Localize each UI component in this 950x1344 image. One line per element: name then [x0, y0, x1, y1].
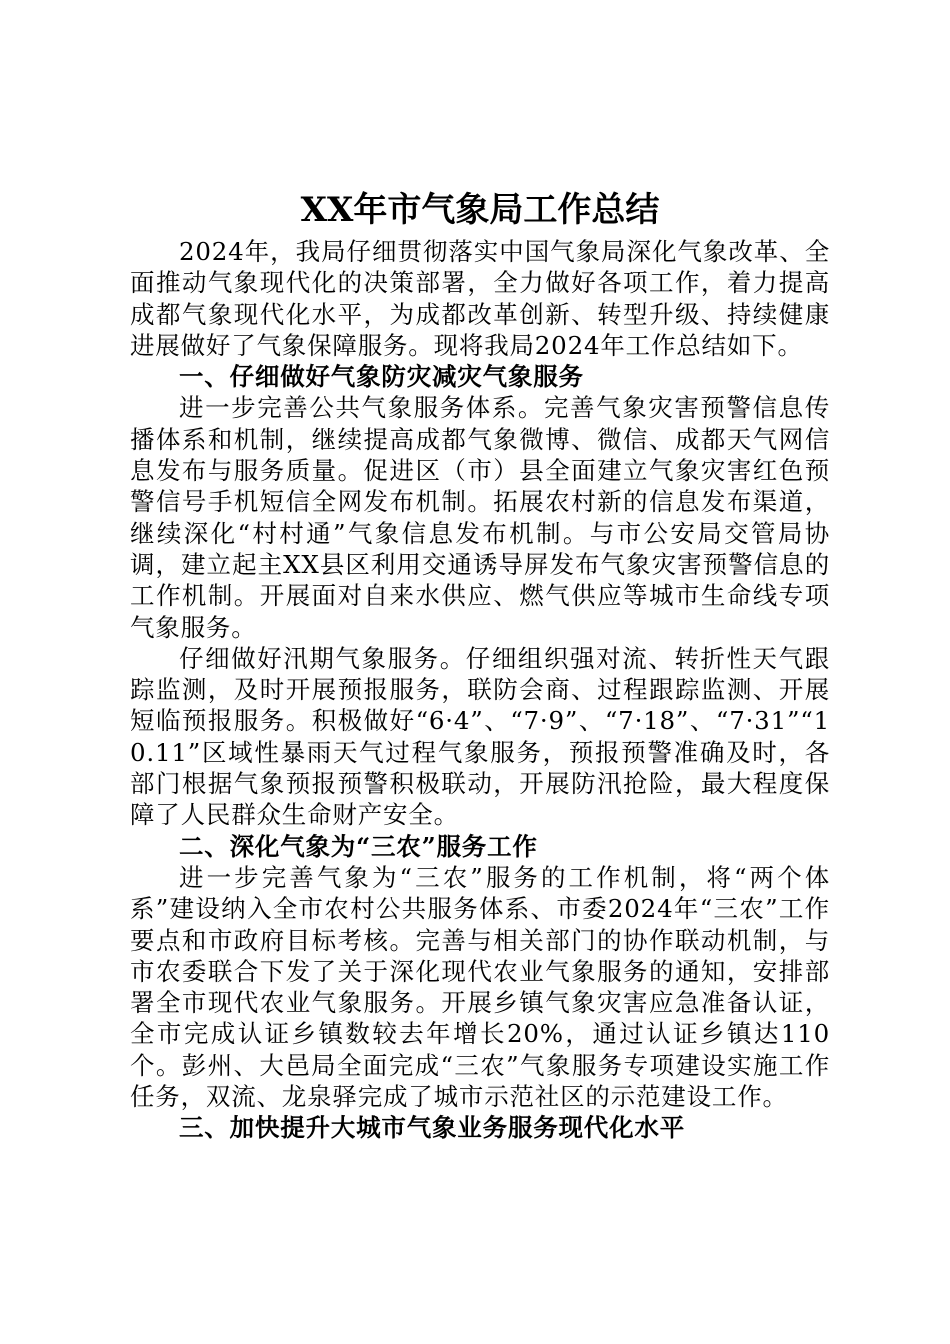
section-2-paragraph-1: 进一步完善气象为“三农”服务的工作机制，将“两个体系”建设纳入全市农村公共服务体系、市委2024年“三农”工作要点和市政府目标考核。完善与相关部门的协作联动机制，与市农委联合下发了关于深化现代农业气象服务的通知，安排部署全市现代农业气象服务。开展乡镇气象灾害应急准备认证，全市完成认证乡镇数较去年增长20%，通过认证乡镇达110个。彭州、大邑局全面完成“三农”气象服务专项建设实施工作任务，双流、龙泉驿完成了城市示范社区的示范建设工作。 — [130, 862, 830, 1112]
section-1-paragraph-2: 仔细做好汛期气象服务。仔细组织强对流、转折性天气跟踪监测，及时开展预报服务，联防会商、过程跟踪监测、开展短临预报服务。积极做好“6·4”、“7·9”、“7·18”、“7·31”“10.11”区域性暴雨天气过程气象服务，预报预警准确及时，各部门根据气象预报预警积极联动，开展防汛抢险，最大程度保障了人民群众生命财产安全。 — [130, 643, 830, 830]
document-title: XX年市气象局工作总结 — [300, 190, 660, 230]
intro-paragraph: 2024年，我局仔细贯彻落实中国气象局深化气象改革、全面推动气象现代化的决策部署，全力做好各项工作，着力提高成都气象现代化水平，为成都改革创新、转型升级、持续健康进展做好了气象保障服务。现将我局2024年工作总结如下。 — [130, 237, 830, 360]
section-heading-2: 二、深化气象为“三农”服务工作 — [179, 831, 538, 861]
section-heading-1: 一、仔细做好气象防灾减灾气象服务 — [179, 362, 584, 392]
section-1-paragraph-1: 进一步完善公共气象服务体系。完善气象灾害预警信息传播体系和机制，继续提高成都气象微博、微信、成都天气网信息发布与服务质量。促进区（市）县全面建立气象灾害红色预警信号手机短信全网发布机制。拓展农村新的信息发布渠道，继续深化“村村通”气象信息发布机制。与市公安局交管局协调，建立起主XX县区利用交通诱导屏发布气象灾害预警信息的工作机制。开展面对自来水供应、燃气供应等城市生命线专项气象服务。 — [130, 393, 830, 642]
document-page — [130, 186, 830, 1144]
section-heading-3: 三、加快提升大城市气象业务服务现代化水平 — [179, 1113, 685, 1143]
